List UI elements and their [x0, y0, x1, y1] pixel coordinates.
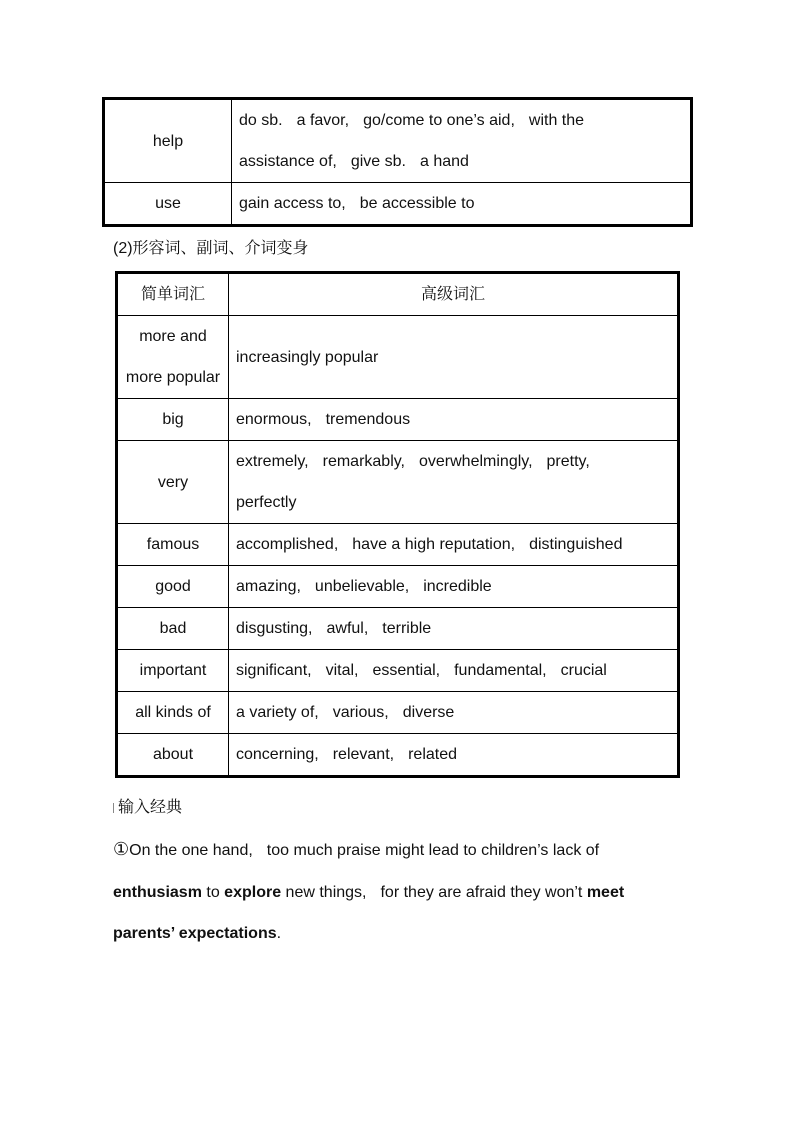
simple-word-cell: all kinds of	[117, 692, 229, 734]
simple-word-cell: very	[117, 441, 229, 524]
table-row	[104, 99, 692, 183]
heading-marker	[113, 803, 114, 813]
advanced-phrases-cell: a variety of, various, diverse	[229, 692, 679, 734]
header-simple: 简单词汇	[117, 273, 229, 316]
advanced-phrases-cell: concerning, relevant, related	[229, 734, 679, 777]
advanced-phrases-cell: amazing, unbelievable, incredible	[229, 566, 679, 608]
simple-word-cell: big	[117, 399, 229, 441]
header-advanced: 高级词汇	[229, 273, 679, 316]
advanced-phrases-cell: extremely, remarkably, overwhelmingly, pretty, perfectly	[229, 441, 679, 524]
table-row	[117, 399, 679, 441]
adjective-adverb-preposition-table	[115, 271, 680, 778]
simple-word-cell: about	[117, 734, 229, 777]
advanced-phrases-cell: increasingly popular	[229, 316, 679, 399]
simple-word-cell: important	[117, 650, 229, 692]
table-row	[117, 650, 679, 692]
input-heading: 输入经典	[113, 796, 182, 820]
advanced-phrases-cell: accomplished, have a high reputation, distinguished	[229, 524, 679, 566]
simple-word-cell: famous	[117, 524, 229, 566]
table-row	[117, 524, 679, 566]
advanced-phrases-cell: gain access to, be accessible to	[232, 183, 692, 226]
table-header-row	[117, 273, 679, 316]
keyword: explore	[224, 883, 282, 901]
simple-word-cell: use	[104, 183, 232, 226]
simple-word-cell: help	[104, 99, 232, 183]
simple-word-cell: more and more popular	[117, 316, 229, 399]
advanced-phrases-cell: do sb. a favor, go/come to one’s aid, with the assistance of, give sb. a hand	[232, 99, 692, 183]
simple-word-cell: good	[117, 566, 229, 608]
example-sentence: ①On the one hand, too much praise might lead to children’s lack of enthusiasm to explore new things, for they are afraid they won’t meet parents’ expectations.	[113, 839, 625, 942]
table-row	[117, 441, 679, 524]
table-row	[104, 183, 692, 226]
keyword: parents’ expectations	[113, 925, 277, 942]
table-row	[117, 692, 679, 734]
advanced-phrases-cell: significant, vital, essential, fundamental, crucial	[229, 650, 679, 692]
simple-word-cell: bad	[117, 608, 229, 650]
advanced-phrases-cell: enormous, tremendous	[229, 399, 679, 441]
keyword: meet	[586, 883, 625, 901]
example-number: ①	[113, 839, 130, 859]
verb-upgrade-table	[102, 97, 693, 227]
table-row	[117, 608, 679, 650]
section-heading: (2)形容词、副词、介词变身	[113, 240, 309, 257]
table-row	[117, 566, 679, 608]
keyword: enthusiasm	[113, 883, 202, 901]
table-row	[117, 316, 679, 399]
table-row	[117, 734, 679, 777]
advanced-phrases-cell: disgusting, awful, terrible	[229, 608, 679, 650]
